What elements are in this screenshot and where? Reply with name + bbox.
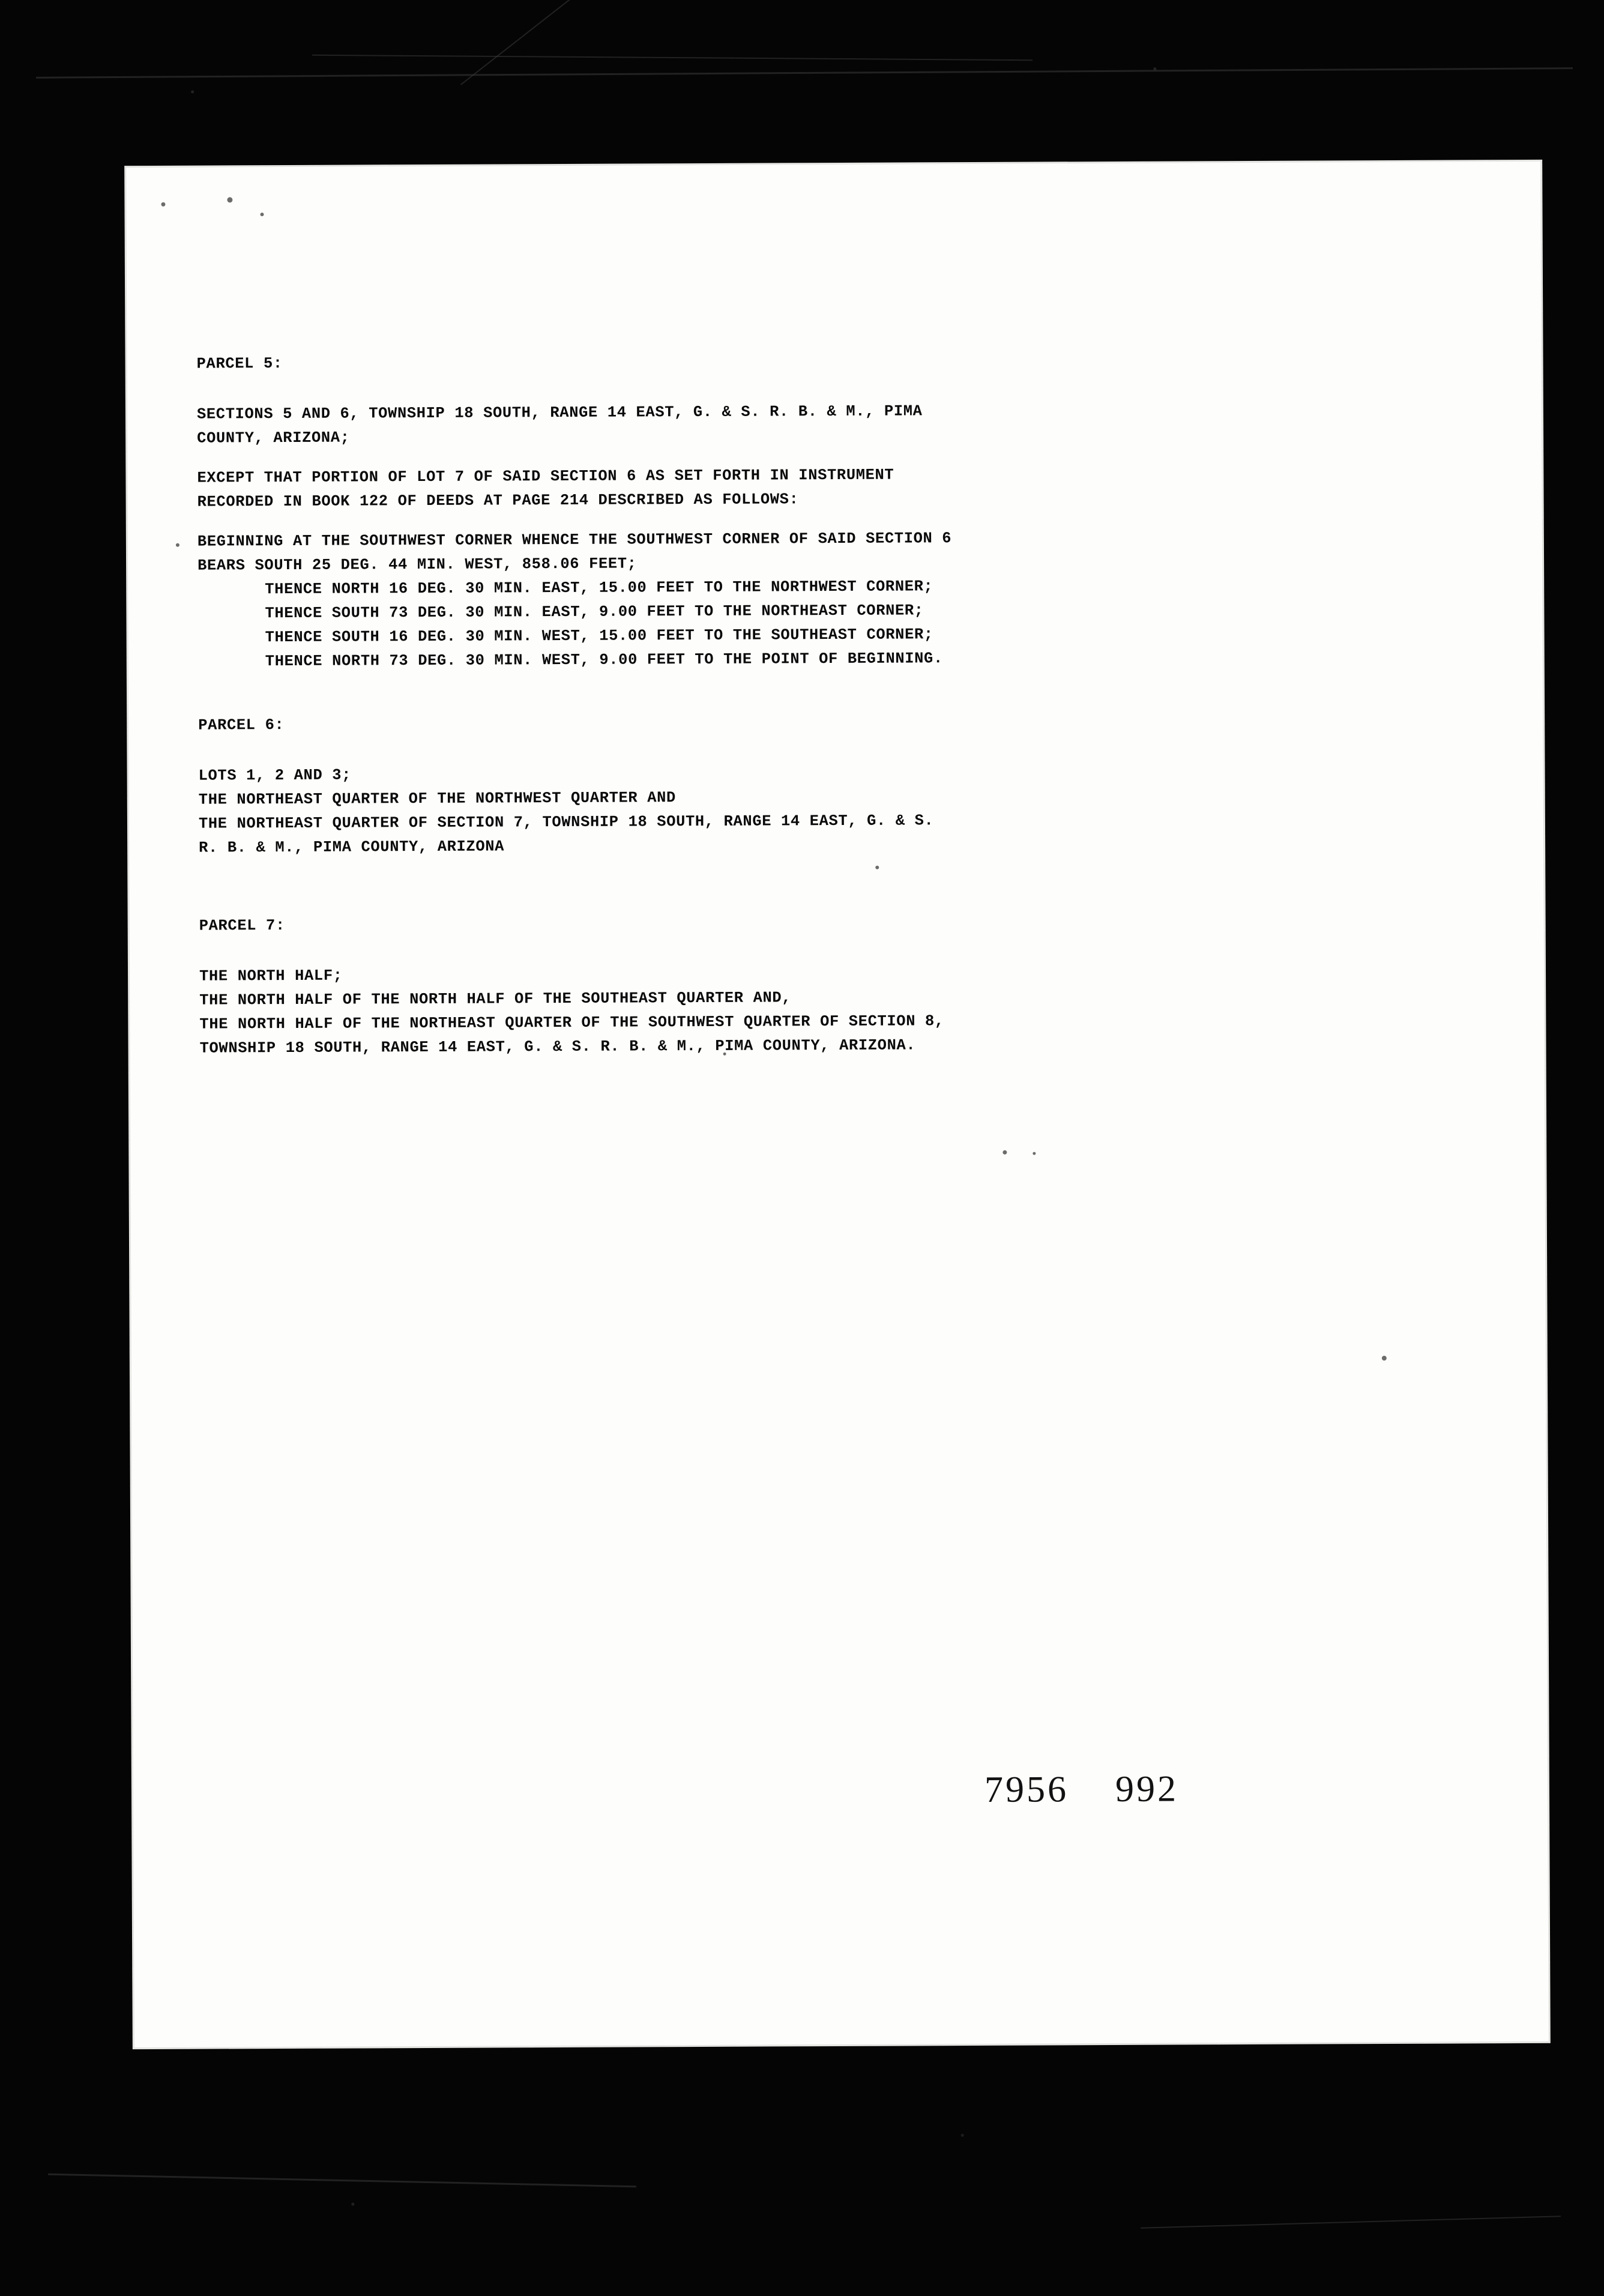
text-line: BEARS SOUTH 25 DEG. 44 MIN. WEST, 858.06 FEET;	[197, 555, 637, 575]
scan-streak	[1141, 2216, 1561, 2229]
parcel-6-paragraph-1	[199, 759, 1436, 860]
course-line: THENCE SOUTH 16 DEG. 30 MIN. WEST, 15.00 FEET TO THE SOUTHEAST CORNER;	[265, 626, 933, 647]
scan-streak	[460, 0, 584, 85]
text-line: COUNTY, ARIZONA;	[197, 429, 350, 447]
stamp-book-number: 7956	[984, 1769, 1069, 1810]
scan-speck	[176, 543, 179, 547]
document-page	[125, 160, 1550, 2049]
text-line: THE NORTHEAST QUARTER OF THE NORTHWEST QUARTER AND	[198, 789, 676, 809]
parcel-heading-5: PARCEL 5:	[196, 355, 283, 373]
parcel-5-paragraph-3	[197, 525, 1434, 578]
scan-speck	[1033, 1152, 1036, 1155]
text-line: LOTS 1, 2 AND 3;	[198, 766, 352, 785]
text-line: THE NORTH HALF;	[199, 967, 343, 985]
parcel-7-paragraph-1	[199, 959, 1437, 1061]
text-line: THE NORTH HALF OF THE NORTHEAST QUARTER OF THE SOUTHWEST QUARTER OF SECTION 8,	[199, 1012, 944, 1033]
legal-description-body	[197, 347, 1437, 1077]
scan-speck	[261, 213, 264, 216]
course-line: THENCE SOUTH 73 DEG. 30 MIN. EAST, 9.00 FEET TO THE NORTHEAST CORNER;	[265, 602, 924, 623]
course-line: THENCE NORTH 73 DEG. 30 MIN. WEST, 9.00 FEET TO THE POINT OF BEGINNING.	[265, 650, 943, 671]
parcel-heading-6: PARCEL 6:	[198, 716, 285, 734]
parcel-5-paragraph-1	[197, 397, 1434, 451]
text-line: RECORDED IN BOOK 122 OF DEEDS AT PAGE 214 DESCRIBED AS FOLLOWS:	[197, 491, 799, 511]
scan-streak	[312, 55, 1033, 61]
parcel-5-courses	[197, 573, 1435, 674]
recording-stamp	[984, 1768, 1178, 1811]
scan-speck	[1382, 1356, 1387, 1361]
section-spacer	[199, 871, 1435, 914]
scan-streak	[36, 67, 1573, 79]
course-line: THENCE NORTH 16 DEG. 30 MIN. EAST, 15.00 FEET TO THE NORTHWEST CORNER;	[265, 578, 933, 599]
text-line: THE NORTH HALF OF THE NORTH HALF OF THE SOUTHEAST QUARTER AND,	[199, 989, 792, 1009]
text-line: BEGINNING AT THE SOUTHWEST CORNER WHENCE THE SOUTHWEST CORNER OF SAID SECTION 6	[197, 530, 952, 551]
scan-speck	[227, 197, 232, 202]
text-line: TOWNSHIP 18 SOUTH, RANGE 14 EAST, G. & S. R. B. & M., PIMA COUNTY, ARIZONA.	[199, 1036, 916, 1057]
text-line: EXCEPT THAT PORTION OF LOT 7 OF SAID SECTION 6 AS SET FORTH IN INSTRUMENT	[197, 466, 894, 487]
scan-speck	[1003, 1150, 1007, 1155]
text-line: THE NORTHEAST QUARTER OF SECTION 7, TOWNSHIP 18 SOUTH, RANGE 14 EAST, G. & S.	[198, 812, 934, 833]
parcel-heading-7: PARCEL 7:	[199, 917, 285, 935]
text-line: SECTIONS 5 AND 6, TOWNSHIP 18 SOUTH, RANGE 14 EAST, G. & S. R. B. & M., PIMA	[196, 402, 923, 423]
scan-speck	[161, 202, 165, 207]
text-line: R. B. & M., PIMA COUNTY, ARIZONA	[199, 838, 505, 857]
parcel-5-paragraph-2	[197, 461, 1434, 515]
scan-streak	[48, 2174, 636, 2188]
stamp-page-number: 992	[1115, 1768, 1179, 1810]
